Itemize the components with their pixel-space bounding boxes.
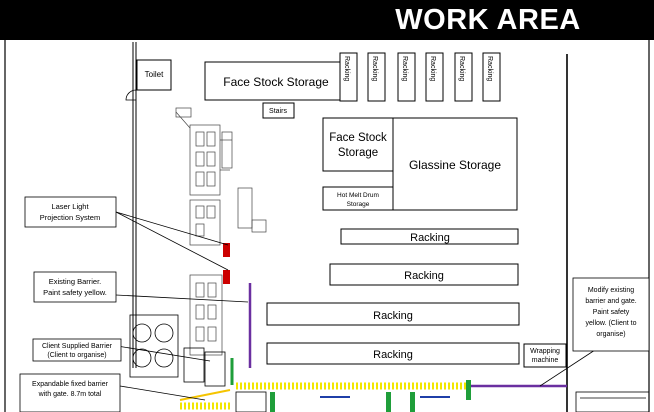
horizontal-racking-label: Racking — [410, 232, 450, 244]
face-stock-storage-top-label: Face Stock Storage — [223, 75, 329, 89]
green-post-2 — [386, 392, 391, 412]
callout-modify-barrier — [573, 278, 649, 351]
bottom-right-structure — [576, 392, 649, 412]
callout-expandable-barrier — [20, 374, 120, 412]
face-stock-storage-middle — [323, 118, 393, 171]
laser-marker-1 — [223, 243, 230, 257]
hot-melt-label-line1: Hot Melt Drum — [337, 192, 379, 199]
hot-melt-drum-storage — [323, 187, 393, 210]
callout-modify-line3: Paint safety — [592, 309, 630, 316]
toilet-room — [137, 60, 171, 90]
glassine-storage — [393, 118, 517, 210]
hot-melt-label-line2: Storage — [346, 201, 370, 208]
laser-line — [180, 390, 230, 400]
glassine-storage-label: Glassine Storage — [408, 158, 502, 172]
callout-existing-barrier — [34, 272, 116, 302]
callout-client-barrier — [33, 339, 121, 361]
callout-expandable-line2: with gate. 8.7m total — [38, 391, 102, 398]
wrapping-label-line2: machine — [531, 357, 559, 364]
callout-laser-line2: Projection System — [39, 213, 101, 222]
header-banner — [0, 0, 654, 40]
callout-modify-line1: Modify existing — [587, 287, 635, 294]
callout-modify-line4: yellow. (Client to — [585, 320, 637, 327]
face-stock-label-line2: Storage — [337, 147, 379, 159]
vertical-racking-group — [340, 53, 500, 101]
green-post-4 — [466, 380, 471, 400]
door-swing-icon — [126, 90, 136, 100]
stairs — [263, 103, 294, 118]
callout-existing-line2: Paint safety yellow. — [43, 288, 107, 297]
horizontal-racking-label: Racking — [404, 270, 444, 282]
vertical-racking-label: Racking — [371, 56, 378, 82]
toilet-label: Toilet — [144, 70, 164, 79]
callout-laser-line1: Laser Light — [51, 202, 89, 211]
callout-client-line1: Client Supplied Barrier — [41, 343, 113, 350]
face-stock-storage-top — [205, 62, 348, 100]
page-title: WORK AREA — [395, 4, 581, 36]
floor-plan — [0, 40, 654, 412]
vertical-racking-label: Racking — [486, 56, 493, 82]
wrapping-label-line1: Wrapping — [530, 348, 560, 355]
callout-modify-line5: organise) — [596, 331, 626, 338]
machinery-line — [176, 108, 266, 355]
vertical-racking-label: Racking — [429, 56, 436, 82]
horizontal-racking-label: Racking — [373, 310, 413, 322]
green-post-1 — [270, 392, 275, 412]
callout-existing-line1: Existing Barrier. — [48, 277, 102, 286]
green-post-3 — [410, 392, 415, 412]
horizontal-racking-label: Racking — [373, 349, 413, 361]
callout-client-line2: (Client to organise) — [47, 352, 107, 359]
laser-marker-2 — [223, 270, 230, 284]
vertical-racking-label: Racking — [401, 56, 408, 82]
vertical-racking-label: Racking — [458, 56, 465, 82]
horizontal-racking-group — [267, 229, 519, 364]
callout-modify-line2: barrier and gate. — [585, 298, 637, 305]
vertical-racking-label: Racking — [343, 56, 350, 82]
floor-box — [236, 392, 266, 412]
wrapping-machine — [524, 344, 566, 367]
stairs-label: Stairs — [269, 108, 287, 115]
face-stock-label-line1: Face Stock — [329, 132, 387, 144]
callout-laser — [25, 197, 116, 227]
callout-expandable-line1: Expandable fixed barrier — [32, 381, 108, 388]
